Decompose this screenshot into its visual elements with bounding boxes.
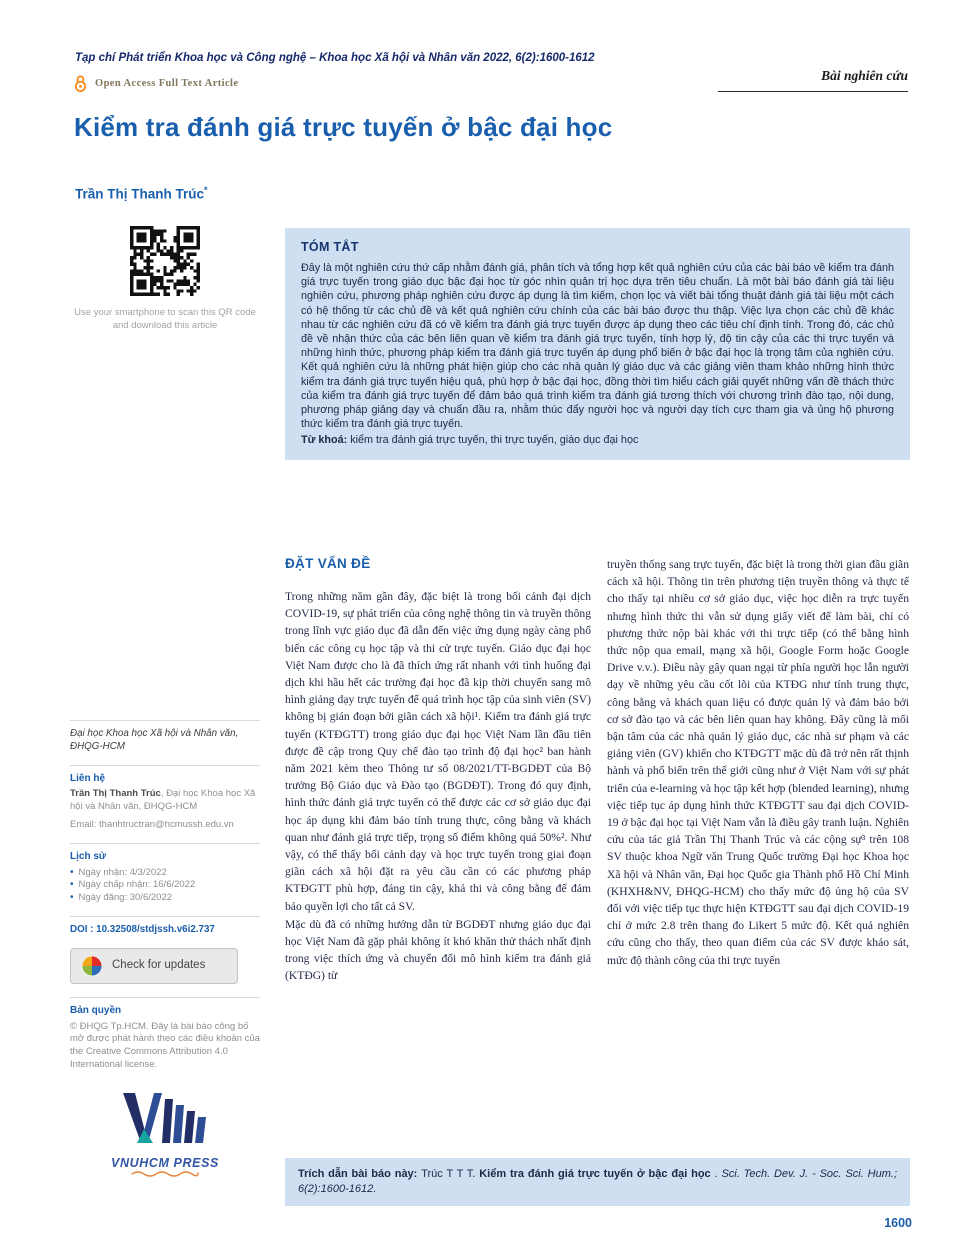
abstract-box	[285, 228, 910, 460]
contact-name: Trần Thị Thanh Trúc	[70, 788, 161, 800]
contact-section	[70, 765, 260, 832]
crossmark-icon	[81, 955, 103, 977]
copyright-heading: Bản quyền	[70, 1004, 122, 1016]
section-heading-dat-van-de: ĐẶT VẤN ĐỀ	[285, 556, 371, 571]
open-access-row	[72, 74, 238, 93]
copyright-text: © ĐHQG Tp.HCM. Đây là bài báo công bố mở được phát hành theo các điều khoản của the Creative Commons Attribution 4.0 International license.	[70, 1020, 260, 1070]
journal-header-line: Tạp chí Phát triển Khoa học và Công nghệ – Khoa học Xã hội và Nhân văn 2022, 6(2):1600-1612	[75, 52, 595, 64]
citation-sep: .	[710, 1168, 722, 1180]
history-published: • Ngày đăng: 30/6/2022	[70, 892, 173, 904]
sidebar	[70, 720, 260, 1193]
qr-code	[130, 226, 200, 296]
page-title: Kiểm tra đánh giá trực tuyến ở bậc đại học	[74, 112, 613, 142]
body-column-right	[607, 556, 909, 970]
bullet-icon: •	[70, 892, 74, 904]
citation-authors: Trúc T T T.	[421, 1168, 480, 1180]
history-section	[70, 843, 260, 905]
press-logo	[70, 1083, 260, 1182]
affiliation-text: Đại học Khoa học Xã hội và Nhân văn, ĐHQG-HCM	[70, 728, 239, 752]
doi-section	[70, 916, 260, 937]
body-column-left	[285, 588, 591, 986]
qr-block	[70, 226, 260, 332]
contact-heading: Liên hệ	[70, 772, 106, 784]
abstract-heading: TÓM TẮT	[301, 240, 359, 254]
paragraph: Mặc dù đã có những hướng dẫn từ BGDĐT nhưng giáo dục đại học Việt Nam đã gặp phải không ít khó khăn thử thách nhất định trong việc thích ứng và chuyển đổi mô hình kiểm tra đánh giá (KTĐG) từ	[285, 917, 591, 983]
bullet-icon: •	[70, 879, 74, 891]
press-tagline-decoration	[130, 1169, 200, 1182]
contact-affiliation: , Đại học Khoa học Xã hội và Nhân văn, ĐHQG-HCM	[70, 788, 256, 813]
bullet-icon: •	[70, 866, 74, 878]
paragraph: truyền thống sang trực tuyến, đặc biệt là trong thời gian đầu giãn cách xã hội. Thông tin trên phương tiện truyền thông và thực tế cho thấy tại nhiều cơ sở giáo dục, việc học diễn ra trực tuyến nhưng hình thức thi vẫn sử dụng giấy viết để làm bài, chỉ có phương thức nộp bài khác với thi trực tiếp (có thể bằng hình thức nộp qua email, mạng xã hội, Google Form hoặc Google Drive v.v.). Điều này gây quan ngại từ phía người học lẫn người dạy về những yêu cầu cốt lõi của KTĐG như tính trung thực, công bằng và khách quan liệu có được quản lý và đảm bảo bởi cơ sở đào tạo và các bên liên quan hay không. Đây cũng là mối bận tâm của các nhà quản lý giáo dục, các nhà sư phạm và các giảng viên (GV) khiến cho KTĐGTT mặc dù đã trở nên rất thịnh hành và phổ biến trên thế giới cũng như ở Việt Nam với sự phát triển của e-learning và học tập kết hợp (blended learning), nhưng việc tiếp tục áp dụng hình thức KTĐGTT sau đại dịch COVID-19 ở bậc đại học tại Việt Nam vẫn là điều gây tranh luận. Nghiên cứu của tác giả Trần Thị Thanh Trúc và các cộng sự³ trên 108 SV thuộc khoa Ngữ văn Trung Quốc trường Đại học Khoa học Xã hội và Nhân văn, Đại học Quốc gia Thành phố Hồ Chí Minh (KHXH&NV, ĐHQG-HCM) cho thấy mức độ ủng hộ của SV đối với việc tiếp tục thực hiện KTĐGTT sau đại dịch COVID-19 chỉ ở mức 2.8 trên thang đo Likert 5 mức độ. Kết quả nghiên cứu cũng cho thấy, theo quan điểm của các SV được khảo sát, mức độ thành công của thi trực tuyến	[607, 558, 909, 967]
citation-title: Kiểm tra đánh giá trực tuyến ở bậc đại học	[479, 1168, 711, 1180]
open-access-icon	[72, 74, 89, 93]
press-logo-name: VNUHCM PRESS	[111, 1155, 219, 1170]
citation-pages: 6(2):1600-1612.	[298, 1183, 377, 1195]
vnuhcm-press-logo-icon	[115, 1087, 215, 1154]
keywords-value: kiểm tra đánh giá trực tuyến, thi trực tuyến, giáo dục đại học	[347, 434, 639, 447]
history-accepted: • Ngày chấp nhận: 16/6/2022	[70, 879, 196, 891]
author-name: Trần Thị Thanh Trúc*	[75, 185, 208, 202]
paragraph: Trong những năm gần đây, đặc biệt là trong bối cảnh đại dịch COVID-19, sự phát triển của công nghệ thông tin và truyền thông trong lĩnh vực giáo dục đã dẫn đến việc ứng dụng ngày càng phổ biến các công cụ học tập và thi cử trực tuyến. Giáo dục đại học Việt Nam được cho là đã thích ứng rất nhanh với tình huống đại dịch khi hầu hết các trường đại học đã kịp thời chuyển sang mô hình giảng dạy trực tuyến để quá trình học tập của sinh viên (SV) không bị gián đoạn bởi giãn cách xã hội¹. Kiểm tra đánh giá trực tuyến (KTĐGTT) trong giáo dục đại học Việt Nam lần đầu tiên được đề cập trong Quy chế đào tạo trình độ đại học² ban hành năm 2021 kèm theo Thông tư số 08/2021/TT-BGDĐT của Bộ trưởng Bộ Giáo dục và Đào tạo (BGDĐT). Trong đó quy định, hình thức đánh giá trực tuyến có thể được các cơ sở giáo dục đại học áp dụng khi đảm bảo tính trung thực, công bằng và khách quan như đánh giá trực tiếp, trọng số điểm không quá 50%². Như vậy, có thể thấy bối cảnh dạy và học trực tuyến trong giai đoạn giãn cách xã hội đặt ra yêu cầu cần có các phương pháp KTĐGTT phù hợp, đáng tin cậy, khả thi và công bằng để đảm bảo quyền lợi cho tất cả SV.	[285, 590, 591, 913]
citation-journal: Sci. Tech. Dev. J. - Soc. Sci. Hum.;	[721, 1168, 897, 1180]
contact-text	[70, 788, 260, 814]
open-access-label: Open Access Full Text Article	[95, 78, 239, 89]
affiliation-section	[70, 720, 260, 754]
citation-box	[285, 1158, 910, 1206]
history-heading: Lịch sử	[70, 850, 107, 862]
contact-email[interactable]: Email: thanhtructran@hcmussh.edu.vn	[70, 818, 234, 830]
qr-caption: Use your smartphone to scan this QR code and download this article	[74, 307, 256, 331]
copyright-section	[70, 997, 260, 1072]
abstract-text: Đây là một nghiên cứu thứ cấp nhằm đánh giá, phân tích và tổng hợp kết quả nghiên cứu của các bài báo về kiểm tra đánh giá trực tuyến trong giáo dục bậc đại học từ góc nhìn quản trị học dựa trên tiêu chuẩn. Là một bài báo đánh giá tài liệu nghiên cứu, phương pháp nghiên cứu được áp dụng là tìm kiếm, chọn lọc và viết bài tổng thuật đánh giá tài liệu một cách có hệ thống từ các chủ đề và kết quả nghiên cứu chính của các bài báo được thu thập. Việc lựa chọn các chủ đề khác nhau từ các nghiên cứu đã có về kiểm tra đánh giá trực tuyến được áp dụng theo các tiêu chí định tính. Trong đó, các chủ đề về nhận thức của các bên liên quan về kiểm tra đánh giá trực tuyến, tính hợp lý, độ tin cậy của các thi trực tuyến và những hình thức, phương pháp kiểm tra đánh giá trực tuyến áp dụng phổ biến ở bậc đại học là trọng tâm của nghiên cứu. Kết quả nghiên cứu là những phát hiện giúp cho các nhà quản lý giáo dục và các giảng viên tham khảo những hình thức kiểm tra đánh giá trực tuyến hiệu quả, phù hợp ở bậc đại học, đồng thời tìm hiểu cách giải quyết những vấn đề thách thức của kiểm tra đánh giá trực tuyến để đảm bảo quá trình kiểm tra đánh giá tương thích với chương trình đào tạo, nội dung, phương pháp giảng dạy và chuẩn đầu ra, nhằm thúc đẩy người học và người dạy tích cực tham gia và ủng hộ phương thức kiểm tra đánh giá trực tuyến.	[301, 262, 894, 431]
citation-label: Trích dẫn bài báo này:	[298, 1168, 422, 1180]
check-for-updates-button[interactable]	[70, 948, 238, 984]
check-for-updates-label: Check for updates	[112, 959, 206, 972]
article-type-label: Bài nghiên cứu	[718, 68, 908, 92]
author-affiliation-marker: *	[204, 185, 208, 195]
history-received: • Ngày nhận: 4/3/2022	[70, 866, 167, 878]
page-number: 1600	[884, 1216, 912, 1230]
doi-link[interactable]: DOI : 10.32508/stdjssh.v6i2.737	[70, 923, 215, 935]
keywords-label: Từ khoá:	[301, 434, 348, 447]
keywords-line	[301, 433, 894, 447]
